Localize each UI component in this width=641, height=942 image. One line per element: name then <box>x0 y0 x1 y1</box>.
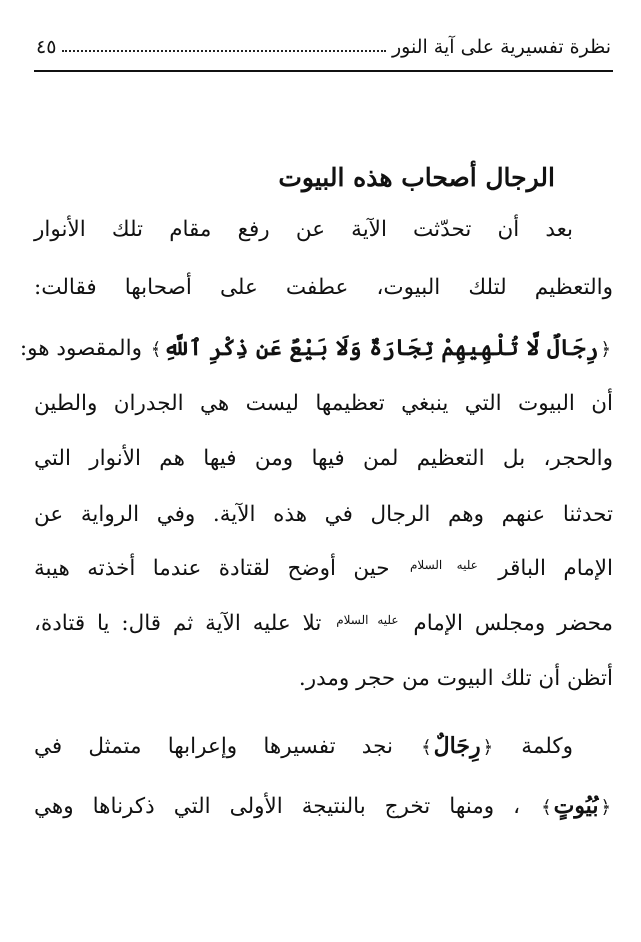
paragraph-line: والحجر، بل التعظيم لمن فيها ومن فيها هم الأنوار التي <box>34 446 613 471</box>
paragraph-line <box>34 557 613 581</box>
paragraph-line <box>34 734 573 759</box>
text-segment: والمقصود هو: <box>19 336 142 361</box>
running-header <box>36 32 611 62</box>
header-rule <box>34 70 613 72</box>
quran-word: بُيُوتٍ <box>553 793 599 819</box>
paragraph-line <box>34 794 613 819</box>
ornate-bracket-close: ﴾ <box>421 737 432 758</box>
honorific-ligature: عليه السلام <box>336 613 399 627</box>
text-segment: محضر ومجلس الإمام <box>413 611 613 636</box>
honorific-ligature: عليه السلام <box>409 558 478 572</box>
paragraph-line <box>19 335 613 361</box>
paragraph-line <box>34 612 613 636</box>
quran-verse: رِجَالٌ لَّا تُلْهِيهِمْ تِجَارَةٌ وَلَا بَيْعٌ عَن ذِكْرِ ٱللَّهِ <box>163 335 599 361</box>
text-segment: وكلمة <box>521 734 573 759</box>
ornate-bracket-close: ﴾ <box>541 797 552 818</box>
text-segment: حين أوضح لقتادة عندما أخذته هيبة <box>34 556 390 581</box>
paragraph-line: بعد أن تحدّثت الآية عن رفع مقام تلك الأنوار <box>34 217 573 242</box>
header-title: نظرة تفسيرية على آية النور <box>391 36 611 58</box>
quran-quote <box>149 335 613 361</box>
ornate-bracket-open: ﴿ <box>600 339 611 360</box>
paragraph-line: أتظن أن تلك البيوت من حجر ومدر. <box>298 666 613 691</box>
ornate-bracket-open: ﴿ <box>482 737 494 758</box>
text-segment: نجد تفسيرها وإعرابها متمثل في <box>34 734 393 759</box>
text-segment: ، ومنها تخرج بالنتيجة الأولى التي ذكرناها وهي <box>34 794 521 819</box>
quran-quote <box>419 733 495 759</box>
section-heading: الرجال أصحاب هذه البيوت <box>278 163 555 192</box>
ornate-bracket-open: ﴿ <box>600 797 611 818</box>
text-segment: تلا عليه الآية ثم قال: يا قتادة، <box>34 611 322 636</box>
header-dot-leader <box>62 50 386 52</box>
paragraph-line: أن البيوت التي ينبغي تعظيمها ليست هي الجدران والطين <box>34 391 613 416</box>
text-segment: الإمام الباقر <box>498 556 614 581</box>
ornate-bracket-close: ﴾ <box>150 339 162 360</box>
paragraph-line: تحدثنا عنهم وهم الرجال في هذه الآية. وفي الرواية عن <box>34 502 613 527</box>
paragraph-line: والتعظيم لتلك البيوت، عطفت على أصحابها فقالت: <box>34 275 613 300</box>
quran-word: رِجَالٌ <box>433 733 481 759</box>
page-number: ٤٥ <box>36 36 57 58</box>
quran-quote <box>539 793 613 819</box>
